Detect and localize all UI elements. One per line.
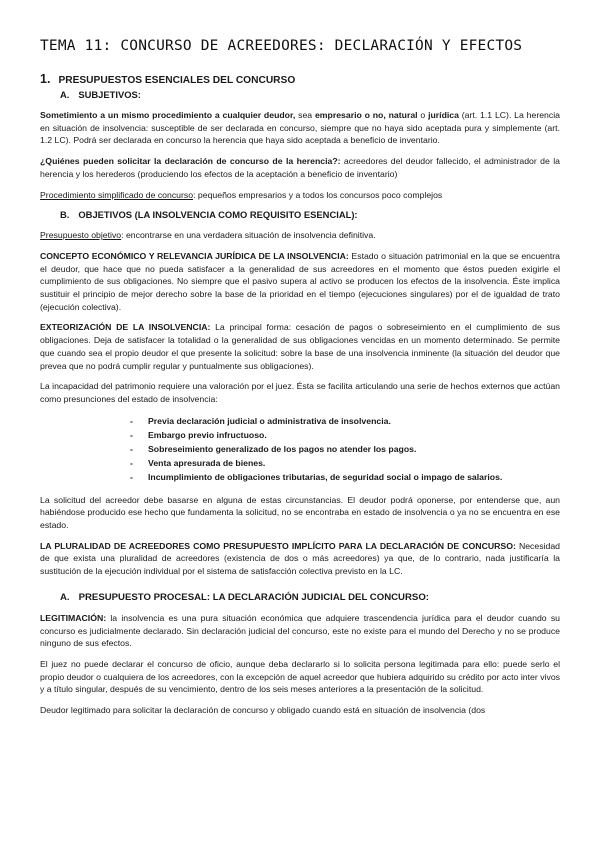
- bold-text: ¿Quiénes pueden solicitar la declaración de concurso de la herencia?:: [40, 156, 341, 167]
- subsection-letter: A.: [60, 89, 70, 100]
- bold-text: EXTEORIZACIÓN DE LA INSOLVENCIA:: [40, 322, 211, 333]
- list-item: - Sobreseimiento generalizado de los pagos no atender los pagos.: [130, 442, 560, 456]
- text: o: [417, 110, 429, 120]
- underlined-text: Presupuesto objetivo: [40, 230, 122, 241]
- bold-text: jurídica: [428, 110, 459, 120]
- text: acreedores del deudor fallecido, el administrador de la herencia y los herederos (produciendo los efectos de la aceptación a beneficio de inventario): [40, 156, 560, 179]
- document-body: [40, 72, 560, 725]
- section-1-heading: [40, 72, 560, 86]
- subsection-a-heading: [60, 89, 560, 100]
- paragraph-pluralidad: [40, 540, 560, 578]
- bold-text: empresario o no, natural: [314, 110, 418, 120]
- underlined-text: Procedimiento simplificado de concurso: [40, 189, 194, 200]
- list-item: - Incumplimiento de obligaciones tributarias, de seguridad social o impago de salarios.: [130, 470, 560, 484]
- page-title: TEMA 11: CONCURSO DE ACREEDORES: DECLARACIÓN Y EFECTOS: [40, 38, 523, 54]
- text: (art. 1.1 LC). La herencia en situación de insolvencia: susceptible de ser declarada en concurso, siempre que no haya sido aceptada pura y simplemente (art. 1.2 LC). Podrá ser declarada en concurso la herencia que haya sido aceptada a beneficio de inventario.: [40, 110, 560, 146]
- subsection-label: SUBJETIVOS:: [78, 89, 141, 100]
- text: sea: [295, 110, 315, 120]
- text: La principal forma: cesación de pagos o sobreseimiento en el cumplimiento de sus obligaciones. Deja de satisfacer la totalidad o la generalidad de sus obligaciones vencidas en un momento determinado. Se permite que cuando sea el propio deudor el que presente la solicitud: sobre la base de una insolvencia inminente (la situación del deudor que prevea que no podrá cumplir regular y puntualmente sus obligaciones).: [40, 322, 561, 371]
- text: : pequeños empresarios y a todos los concursos poco complejos: [193, 189, 443, 200]
- bold-text: CONCEPTO ECONÓMICO Y RELEVANCIA JURÍDICA DE LA INSOLVENCIA:: [40, 250, 349, 261]
- section-number: 1.: [40, 72, 51, 86]
- section-label: PRESUPUESTOS ESENCIALES DEL CONCURSO: [58, 75, 296, 86]
- paragraph-concepto-economico: [40, 250, 560, 314]
- paragraph-juez: El juez no puede declarar el concurso de oficio, aunque deba declararlo si lo solicita persona legitimada para ello: puede serlo el propio deudor o cualquiera de los acreedores, con la excepción de aquel acreedor que hubiera adquirido su crédito por acto inter vivos y a título singular, después de su vencimiento, dentro de los seis meses anteriores a la presentación de la solicitud.: [40, 659, 560, 695]
- paragraph-exteorizacion: [40, 321, 560, 372]
- text: Estado o situación patrimonial en la que se encuentra el deudor, que hace que no pueda satisfacer a la generalidad de sus acreedores en el momento que éstos pueden exigirle el cumplimiento de sus obligaciones. No siempre que el pasivo supera al activo se producen los efectos de la insolvencia. Éste implica sustituir el principio de mejor derecho sobre la base de la prioridad en el tiempo (ejecuciones singulares) por el de igualdad de trato (ejecución colectiva).: [40, 250, 560, 312]
- bold-text: LEGITIMACIÓN:: [40, 612, 107, 623]
- list-item: - Previa declaración judicial o administrativa de insolvencia.: [130, 414, 560, 428]
- text: Necesidad de que exista una pluralidad de acreedores (existencia de dos o más acreedores) ya que, de lo contrario, nada justificaría la sustitución de la ejecución individual por el sistema de satisfacción colectiva previsto en la LC.: [40, 540, 560, 577]
- bold-text: Sometimiento a un mismo procedimiento a cualquier deudor,: [40, 110, 296, 120]
- subsection-a2-heading: [60, 592, 560, 603]
- paragraph-deudor-legitimado: Deudor legitimado para solicitar la declaración de concurso y obligado cuando está en situación de insolvencia (dos: [40, 705, 486, 716]
- presunciones-list: [40, 414, 560, 485]
- paragraph-presupuesto-objetivo: [40, 229, 560, 242]
- paragraph-procedimiento-simplificado: [40, 189, 560, 202]
- paragraph-legitimacion: [40, 612, 560, 650]
- paragraph-solicitud-acreedor: La solicitud del acreedor debe basarse en alguna de estas circunstancias. El deudor podrá oponerse, por entenderse que, aun habiéndose producido ese hecho que fundamenta la solicitud, no se encontraba en estado de insolvencia o ya no se encuentra en ese estado.: [40, 494, 560, 531]
- paragraph-incapacidad: La incapacidad del patrimonio requiere una valoración por el juez. Ésta se facilita articulando una serie de hechos externos que actúan como presunciones del estado de insolvencia:: [40, 381, 560, 404]
- subsection-b-heading: [60, 209, 560, 220]
- subsection-letter: B.: [60, 209, 70, 221]
- list-item: - Venta apresurada de bienes.: [130, 456, 560, 470]
- subsection-label: OBJETIVOS (LA INSOLVENCIA COMO REQUISITO ESENCIAL):: [78, 209, 358, 221]
- text: : encontrarse en una verdadera situación de insolvencia definitiva.: [121, 230, 376, 241]
- subsection-letter: A.: [60, 591, 70, 603]
- subsection-label: PRESUPUESTO PROCESAL: LA DECLARACIÓN JUDICIAL DEL CONCURSO:: [78, 591, 429, 603]
- bold-text: LA PLURALIDAD DE ACREEDORES COMO PRESUPUESTO IMPLÍCITO PARA LA DECLARACIÓN DE CONCURSO:: [40, 540, 516, 551]
- paragraph-herencia-solicitud: [40, 155, 560, 180]
- text: la insolvencia es una pura situación económica que adquiere trascendencia jurídica para el deudor cuando su concurso es judicialmente declarado. Sin declaración judicial del concurso, este no existe para el mundo del Derecho y no se produce ninguno de sus efectos.: [40, 612, 560, 649]
- paragraph-sometimiento: [40, 109, 560, 147]
- list-item: - Embargo previo infructuoso.: [130, 428, 560, 442]
